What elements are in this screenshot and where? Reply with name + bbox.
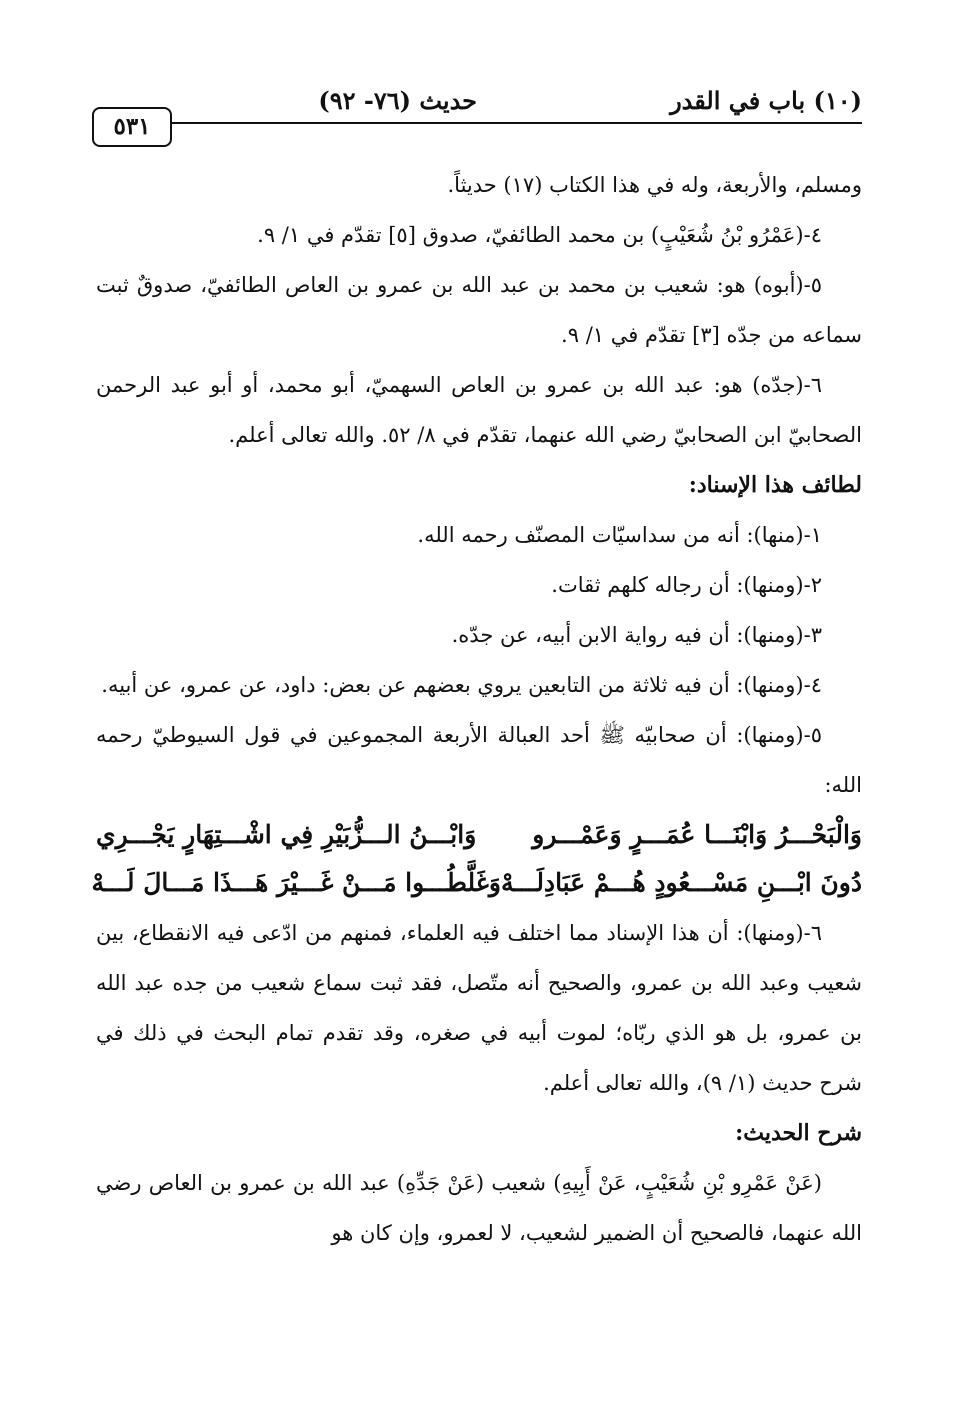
poem-hemistich-right: وَالْبَحْـــرُ وَابْنَـــا عُمَـــرٍ وَعَمْـــرو: [532, 820, 862, 849]
chapter-title: (١٠) باب في القدر: [670, 86, 862, 115]
poem-hemistich-left: وَابْـــنُ الـــزُّبَيْرِ فِي اشْـــتِهَارٍ يَجْـــرِي: [96, 820, 477, 849]
paragraph: ٥-(ومنها): أن صحابيّه ﷺ أحد العبالة الأربعة المجموعين في قول السيوطيّ رحمه الله:: [96, 723, 862, 797]
poem-hemistich-right: دُونَ ابْـــنِ مَسْـــعُودٍ هُـــمْ عَبَادِلَـــهْ: [500, 868, 862, 897]
header-rule: [170, 122, 862, 124]
paragraph: (عَنْ عَمْرِو بْنِ شُعَيْبٍ، عَنْ أَبِيهِ) شعيب (عَنْ جَدِّهِ) عبد الله بن عمرو بن العاص رضي الله عنهما، فالصحيح أن الضمير لشعيب، لا لعمرو، وإن كان هو: [96, 1171, 862, 1245]
paragraph: ٤-(عَمْرُو بْنُ شُعَيْبٍ) بن محمد الطائفيّ، صدوق [٥] تقدّم في ١/ ٩.: [257, 223, 822, 247]
section-heading: شرح الحديث:: [735, 1120, 862, 1146]
paragraph: ٣-(ومنها): أن فيه رواية الابن أبيه، عن جدّه.: [451, 623, 822, 647]
poem-hemistich-left: وَغَلَّطُـــوا مَـــنْ غَـــيْرَ هَـــذَا مَـــالَ لَـــهْ: [91, 868, 501, 897]
hadith-range: حديث (٧٦- ٩٢): [318, 86, 477, 115]
paragraph: ٢-(ومنها): أن رجاله كلهم ثقات.: [551, 573, 822, 597]
paragraph: ومسلم، والأربعة، وله في هذا الكتاب (١٧) حديثاً.: [447, 173, 862, 197]
page-body: [91, 160, 862, 1258]
paragraph: ١-(منها): أنه من سداسيّات المصنّف رحمه الله.: [417, 523, 822, 547]
section-heading: لطائف هذا الإسناد:: [688, 472, 862, 498]
running-header: [92, 78, 862, 118]
paragraph: ٦-(ومنها): أن هذا الإسناد مما اختلف فيه العلماء، فمنهم من ادّعى فيه الانقطاع، بين شعيب وعبد الله بن عمرو، والصحيح أنه متّصل، فقد ثبت سماع شعيب من جده عبد الله بن عمرو، بل هو الذي ربّاه؛ لموت أبيه في صغره، وقد تقدم تمام البحث في ذلك في شرح حديث (١/ ٩)، والله تعالى أعلم.: [96, 921, 862, 1095]
paragraph: ٦-(جدّه) هو: عبد الله بن عمرو بن العاص السهميّ، أبو محمد، أو أبو عبد الرحمن الصحابيّ ابن الصحابيّ رضي الله عنهما، تقدّم في ٨/ ٥٢. والله تعالى أعلم.: [96, 373, 862, 447]
paragraph: ٥-(أبوه) هو: شعيب بن محمد بن عبد الله بن عمرو بن العاص الطائفيّ، صدوقٌ ثبت سماعه من جدّه [٣] تقدّم في ١/ ٩.: [96, 273, 862, 347]
poem-verse: [91, 860, 862, 906]
page-number: ٥٣١: [92, 107, 172, 147]
paragraph: ٤-(ومنها): أن فيه ثلاثة من التابعين يروي بعضهم عن بعض: داود، عن عمرو، عن أبيه.: [101, 673, 822, 697]
poem-verse: [96, 812, 862, 858]
